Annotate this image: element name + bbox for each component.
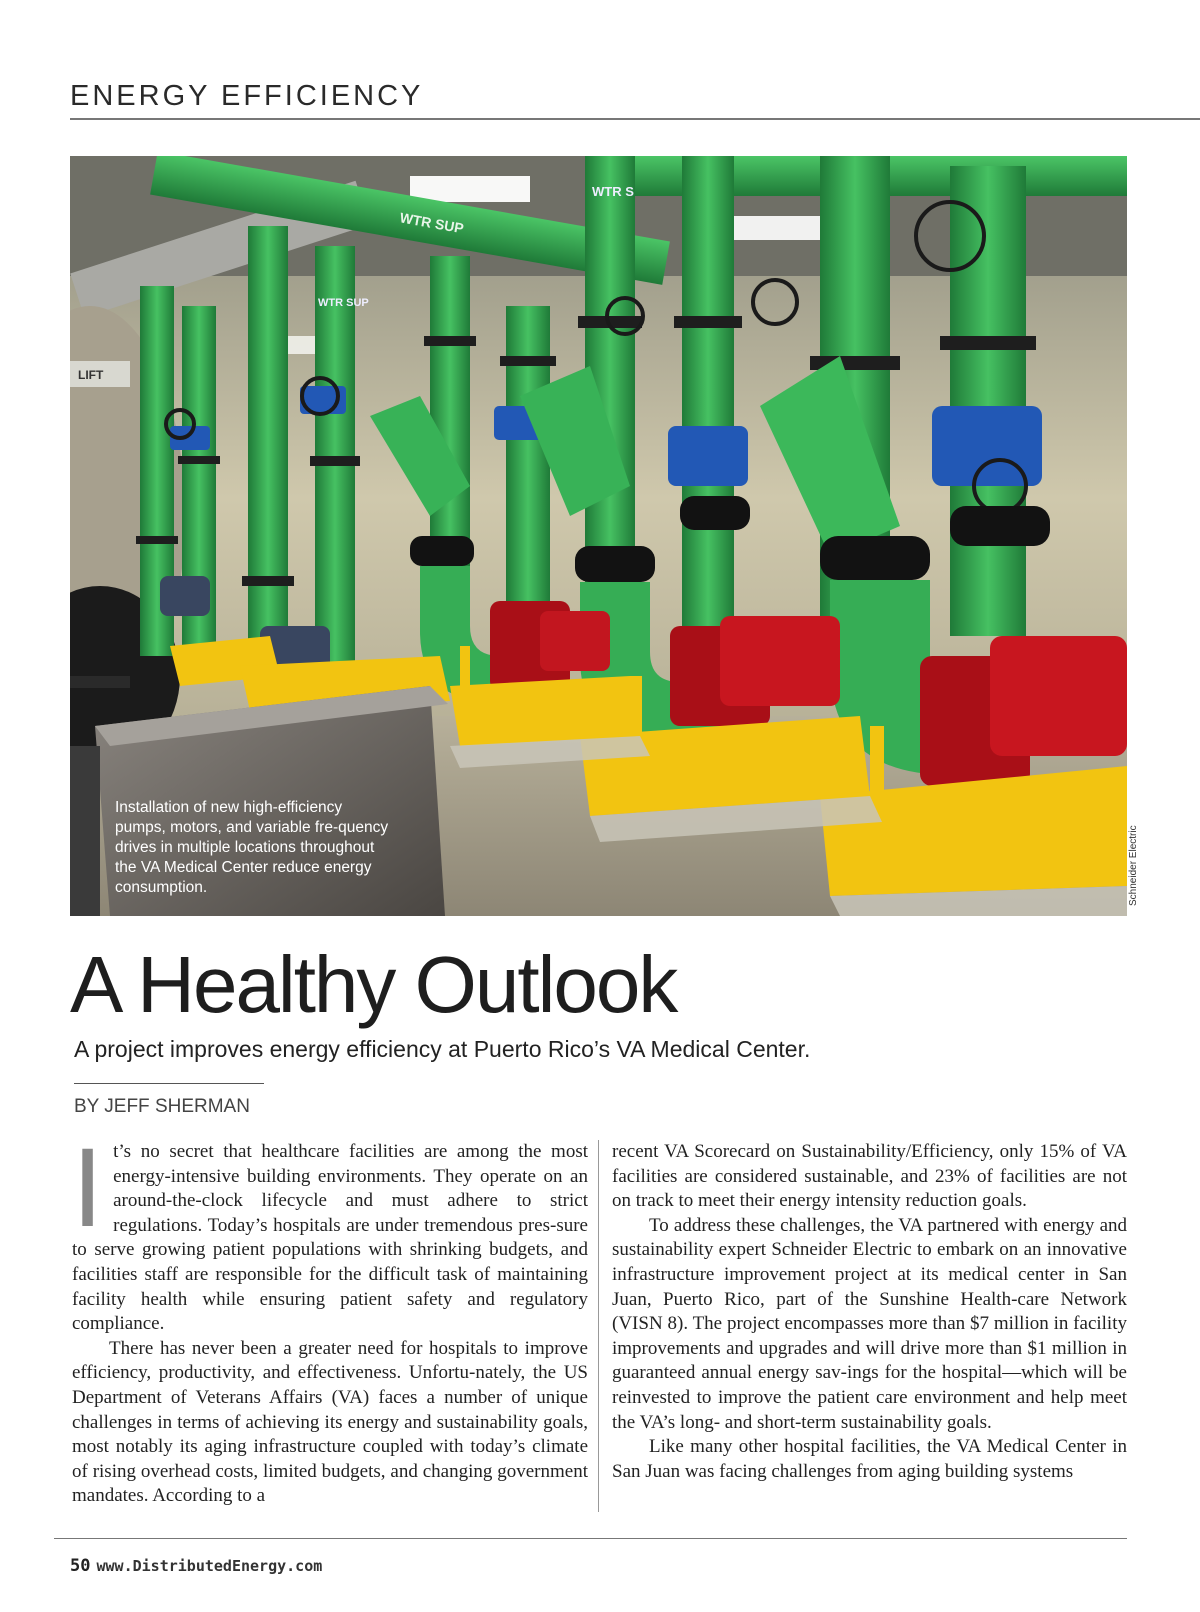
section-heading: ENERGY EFFICIENCY [70, 80, 424, 112]
paragraph [72, 1125, 588, 1337]
paragraph: recent VA Scorecard on Sustainability/Efficiency, only 15% of VA facilities are considered sustainable, and 23% of facilities are not on track to meet their energy intensity reduction goals. [612, 1141, 1127, 1212]
paragraph-text: t’s no secret that healthcare facilities are among the most energy-intensive building environments. They operate on an around-the-clock lifecycle and must adhere to strict regulations. Today’s hospitals are under tremendous pres-sure to serve growing patient populations with shrinking budgets, and facilities staff are responsible for the difficult task of maintaining facility health while ensuring patient safety and regulatory compliance. [72, 1141, 588, 1335]
feature-photo [70, 156, 1127, 916]
photo-credit: Schneider Electric [1128, 825, 1139, 906]
page-number: 50 [70, 1556, 91, 1576]
article-subtitle: A project improves energy efficiency at Puerto Rico’s VA Medical Center. [74, 1036, 811, 1062]
article-title: A Healthy Outlook [70, 940, 677, 1029]
byline: BY JEFF SHERMAN [74, 1096, 250, 1117]
photo-caption: Installation of new high-efficiency pumps, motors, and variable fre-quency drives in multiple locations throughout the VA Medical Center reduce energy consumption. [115, 799, 389, 896]
pipe-label: WTR SUP [398, 209, 465, 237]
page-footer [70, 1556, 322, 1576]
website-link[interactable]: www.DistributedEnergy.com [96, 1557, 323, 1575]
article-column-right [612, 1140, 1127, 1484]
pipe-label: WTR SUP [318, 297, 369, 309]
pipe-label: WTR S [592, 184, 634, 199]
article-column-left [72, 1125, 588, 1509]
paragraph: To address these challenges, the VA partnered with energy and sustainability expert Schneider Electric to embark on an innovative infrastructure improvement project at its medical center in San Juan, Puerto Rico, part of the Sunshine Health-care Network (VISN 8). The project encompasses more than $7 million in facility improvements and upgrades and will drive more than $1 million in guaranteed annual energy sav-ings for the hospital—which will be reinvested to improve the patient care environment and help meet the VA’s long- and short-term sustainability goals. [612, 1214, 1127, 1433]
paragraph: There has never been a greater need for hospitals to improve efficiency, productivity, and effectiveness. Unfortu-nately, the US Department of Veterans Affairs (VA) faces a number of unique challenges in terms of achieving its energy and sustainability goals, most notably its aging infrastructure coupled with today’s climate of rising overhead costs, limited budgets, and changing government mandates. According to a [72, 1337, 588, 1507]
byline-rule [74, 1083, 264, 1084]
paragraph: Like many other hospital facilities, the VA Medical Center in San Juan was facing challenges from aging building systems [612, 1436, 1127, 1482]
footer-rule [54, 1538, 1127, 1539]
drop-cap: I [72, 1125, 104, 1250]
tank-label: LIFT [78, 368, 104, 382]
section-rule [70, 118, 1200, 120]
column-divider [598, 1140, 599, 1512]
